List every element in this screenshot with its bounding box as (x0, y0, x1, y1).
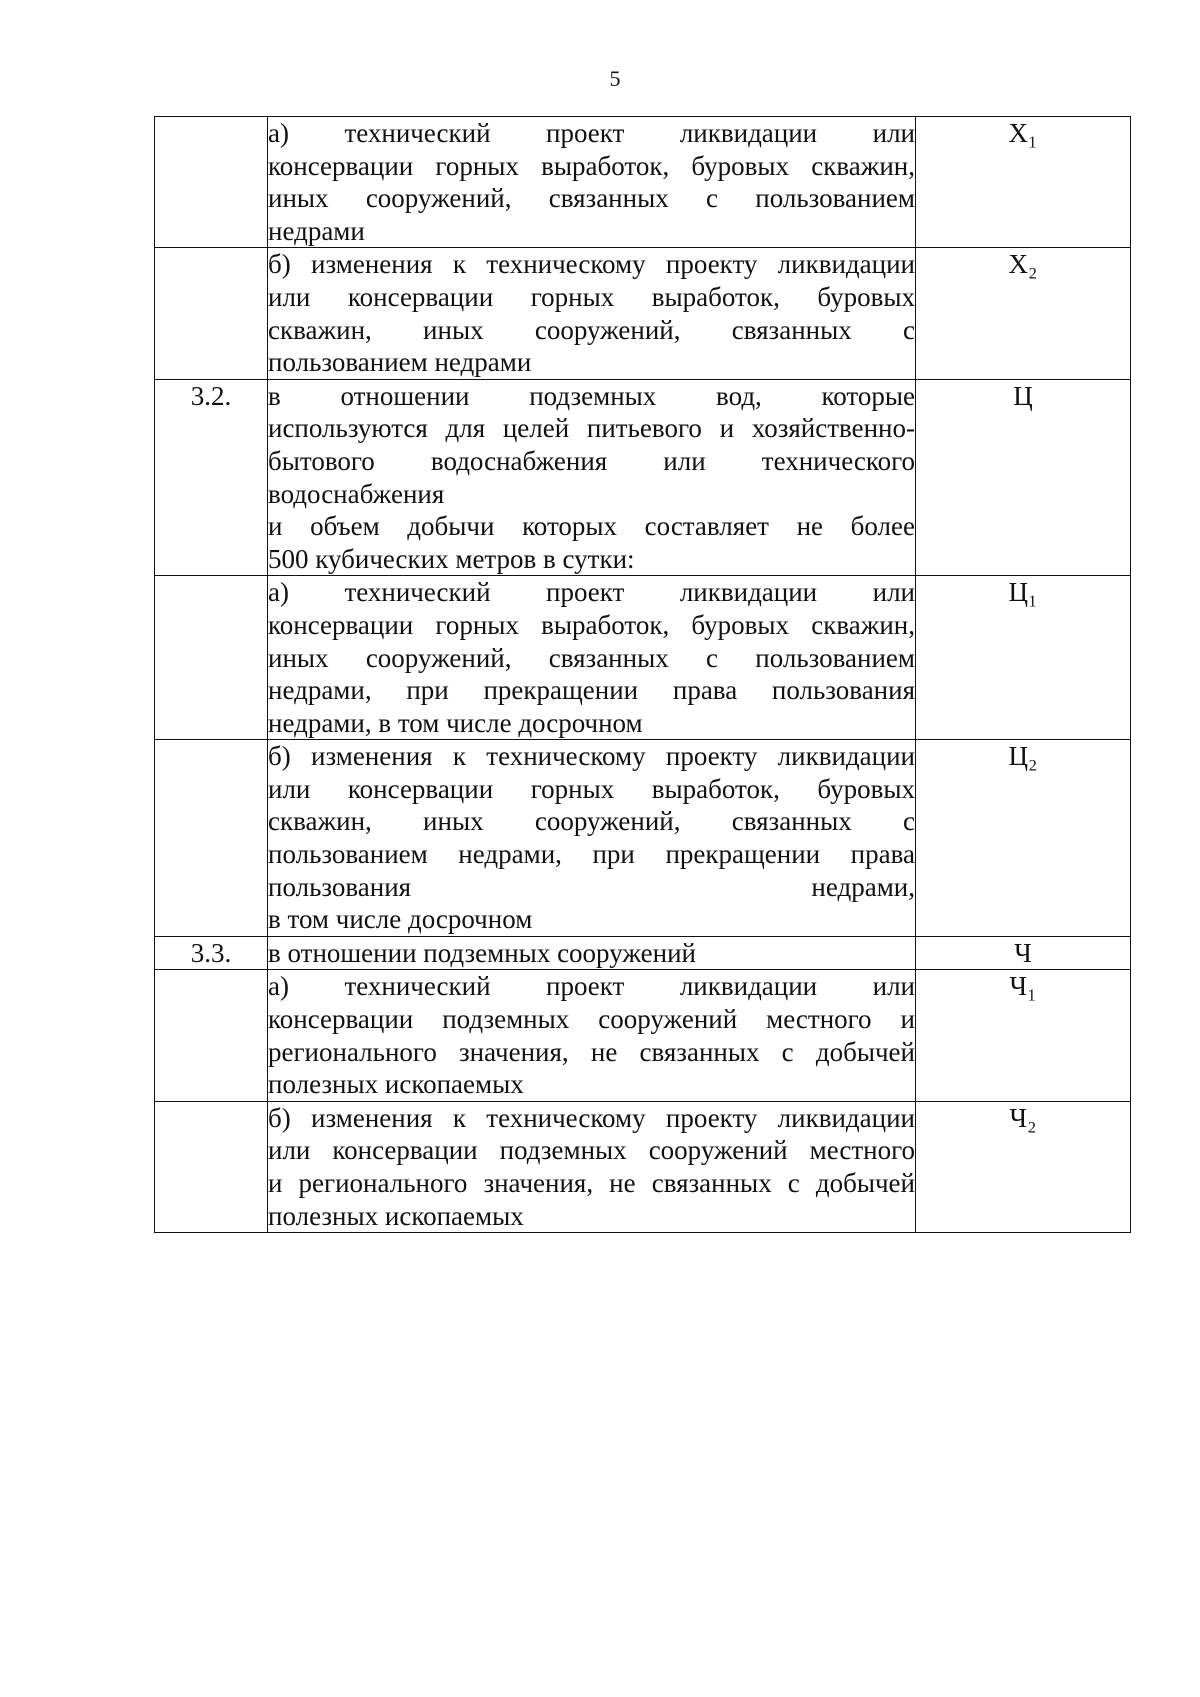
row-description-cell (268, 248, 916, 379)
description-line: или консервации горных выработок, буровых (268, 281, 915, 312)
row-description-cell (268, 936, 916, 970)
description-line: а) технический проект ликвидации или (268, 971, 915, 1002)
description-line: полезных ископаемых (268, 1200, 524, 1231)
row-description-cell (268, 740, 916, 937)
document-table (154, 116, 1131, 1233)
description-line: бытового водоснабжения или технического (268, 445, 915, 476)
description-line: скважин, иных сооружений, связанных с (268, 314, 915, 345)
row-code-cell: Х₂ (916, 248, 1131, 379)
row-description-cell (268, 1101, 916, 1232)
description-line: пользования недрами, (268, 871, 915, 902)
row-description-cell (268, 379, 916, 576)
row-code-cell: Ч₁ (916, 970, 1131, 1101)
description-line: б) изменения к техническому проекту ликвидации (268, 741, 915, 772)
description-line: пользованием недрами, при прекращении права (268, 839, 915, 870)
row-number-cell (155, 970, 268, 1101)
description-line: в отношении подземных сооружений (268, 937, 696, 968)
row-number-cell (155, 740, 268, 937)
description-line: консервации горных выработок, буровых скважин, (268, 150, 915, 181)
description-line: или консервации горных выработок, буровых (268, 773, 915, 804)
table-row (155, 970, 1131, 1101)
row-code-cell: Ч (916, 936, 1131, 970)
table-row (155, 117, 1131, 248)
page-number: 5 (609, 66, 621, 91)
description-line: иных сооружений, связанных с пользованием (268, 183, 915, 214)
description-line: или консервации подземных сооружений местного (268, 1135, 915, 1166)
description-line: б) изменения к техническому проекту ликвидации (268, 249, 915, 280)
row-code-cell: Х₁ (916, 117, 1131, 248)
table-row (155, 248, 1131, 379)
row-description-cell (268, 970, 916, 1101)
row-number-cell (155, 117, 268, 248)
row-number-cell (155, 576, 268, 740)
description-line: недрами, в том числе досрочном (268, 707, 643, 738)
description-line: б) изменения к техническому проекту ликвидации (268, 1102, 915, 1133)
description-line: недрами, при прекращении права пользования (268, 675, 915, 706)
description-line: используются для целей питьевого и хозяйственно- (268, 413, 915, 444)
table-row (155, 1101, 1131, 1232)
description-line: пользованием недрами (268, 347, 532, 378)
row-number-cell (155, 1101, 268, 1232)
description-line: и регионального значения, не связанных с добычей (268, 1168, 915, 1198)
description-line: недрами (268, 215, 365, 246)
row-code-cell: Ц (916, 379, 1131, 576)
table-row (155, 936, 1131, 970)
description-line: иных сооружений, связанных с пользованием (268, 642, 915, 673)
table-row (155, 576, 1131, 740)
description-line: регионального значения, не связанных с добычей (268, 1036, 915, 1067)
row-description-cell (268, 117, 916, 248)
description-line: консервации подземных сооружений местного и (268, 1004, 915, 1035)
table-row (155, 740, 1131, 937)
description-line: и объем добычи которых составляет не более (268, 511, 915, 542)
table-row (155, 379, 1131, 576)
row-description-cell (268, 576, 916, 740)
table-body (155, 117, 1131, 1233)
row-code-cell: Ч₂ (916, 1101, 1131, 1232)
row-code-cell: Ц₁ (916, 576, 1131, 740)
row-code-cell: Ц₂ (916, 740, 1131, 937)
description-line: водоснабжения (268, 478, 445, 509)
description-line: полезных ископаемых (268, 1069, 524, 1100)
row-number-cell: 3.3. (155, 936, 268, 970)
description-line: в том числе досрочном (268, 904, 533, 935)
description-line: консервации горных выработок, буровых скважин, (268, 609, 915, 640)
row-number-cell: 3.2. (155, 379, 268, 576)
row-number-cell (155, 248, 268, 379)
description-line: а) технический проект ликвидации или (268, 577, 915, 608)
description-line: в отношении подземных вод, которые (268, 380, 915, 411)
description-line: 500 кубических метров в сутки: (268, 543, 635, 574)
description-line: а) технический проект ликвидации или (268, 118, 915, 148)
description-line: скважин, иных сооружений, связанных с (268, 806, 915, 837)
